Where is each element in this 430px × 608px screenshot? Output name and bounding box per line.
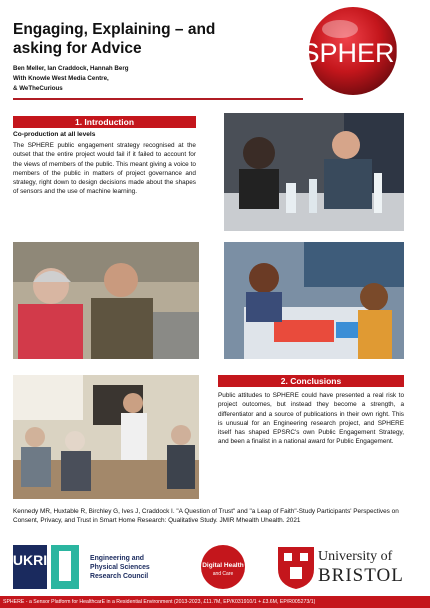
authors-line-2: With Knowle West Media Centre, (13, 75, 109, 82)
epsrc-line-1: Engineering and (90, 555, 144, 562)
reference-citation: Kennedy MR, Huxtable R, Birchley G, Ives J, Craddock I. "A Question of Trust" and "a Leap of Faith"-Study Participants' Perspectives on Consent, Privacy, and Trust in Smart Home Research: Qualitative Study. JMIR Mhealth Uhealth. 2021 (13, 508, 399, 525)
title-divider (13, 98, 303, 100)
digital-health-logo (198, 543, 248, 591)
conclusions-body: Public attitudes to SPHERE could have presented a real risk to project outcomes, but instead they become a strength, a differentiator and a source of publications in their own right. This is unusual for an Engineering research project, and SPHERE itself has shaped EPSRC's own Public Engagement Strategy, and been a finalist in a national award for Public Engagement. (218, 392, 404, 446)
digital-health-line-1: Digital Health (202, 562, 244, 569)
ukri-logo-text: UKRI (13, 552, 48, 568)
footer-funding-bar: SPHERE - a Sensor Platform for HealthcarE in a Residential Environment (2013-2023, £11.7M, EP/K031910/1 + £3.6M, EP/R005273/1) (0, 596, 430, 608)
photo-care-home-presentation (13, 375, 199, 499)
title-line-1: Engaging, Explaining – and (13, 21, 216, 38)
title-line-2: asking for Advice (13, 40, 142, 57)
introduction-heading: 1. Introduction (13, 116, 196, 128)
authors-line-3: & WeTheCurious (13, 85, 63, 92)
introduction-body: The SPHERE public engagement strategy recognised at the outset that the entire project would fail if it failed to account for the views of members of the public. This meant giving a voice to members of the public in matters of project governance and strategy, right down to design decisions made about the shapes of sensors and the use of machine learning. (13, 142, 196, 196)
poster-title (13, 20, 273, 58)
epsrc-name (90, 554, 200, 581)
digital-health-line-2: and Care (212, 571, 234, 577)
ukri-logo (13, 545, 83, 589)
authors-line-1: Ben Meller, Ian Craddock, Hannah Berg (13, 65, 129, 72)
bristol-logo-line-1: University of (318, 549, 393, 564)
photo-workshop-table (224, 113, 404, 231)
conclusions-heading: 2. Conclusions (218, 375, 404, 387)
epsrc-line-3: Research Council (90, 573, 149, 580)
epsrc-line-2: Physical Sciences (90, 564, 150, 571)
introduction-subheading: Co-production at all levels (13, 131, 96, 138)
bristol-logo-line-2: BRISTOL (318, 565, 404, 586)
photo-children-activity (224, 242, 404, 359)
sphere-logo (298, 4, 416, 99)
photo-participants-discussion (13, 242, 199, 359)
authors (13, 64, 273, 94)
sphere-logo-text: SPHERE (301, 38, 413, 68)
